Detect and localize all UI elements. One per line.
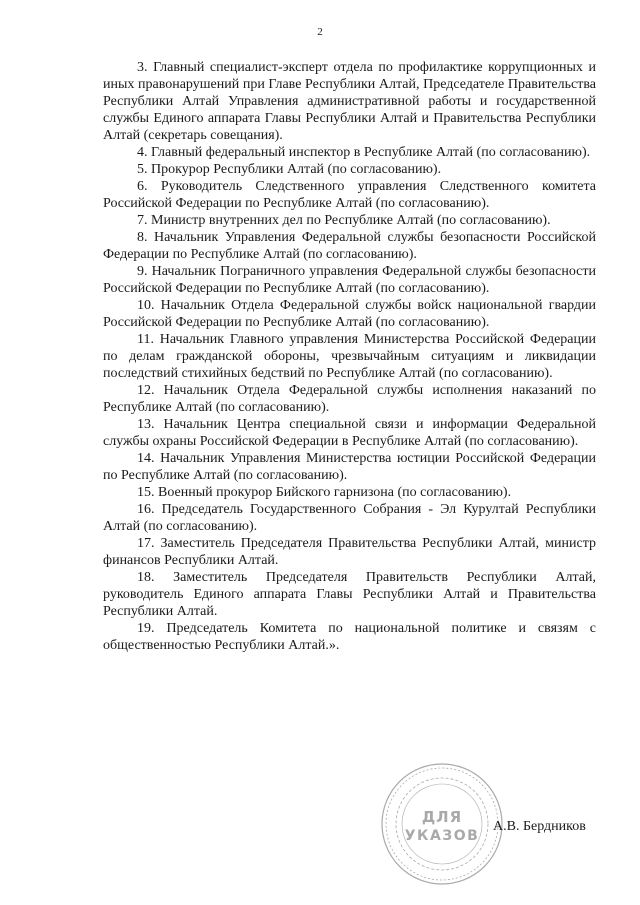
- list-item: 11. Начальник Главного управления Министерства Российской Федерации по делам гражданской обороны, чрезвычайным ситуациям и ликвидации последствий стихийных бедствий по Республике Алтай (по согласованию).: [103, 332, 596, 381]
- stamp-seal-icon: [380, 762, 504, 886]
- list-item: 19. Председатель Комитета по национальной политике и связям с общественностью Республики Алтай.».: [103, 621, 596, 653]
- document-body: [103, 59, 596, 654]
- stamp-line-1: ДЛЯ: [421, 808, 463, 826]
- list-item: 15. Военный прокурор Бийского гарнизона (по согласованию).: [137, 485, 512, 500]
- list-item: 16. Председатель Государственного Собрания - Эл Курултай Республики Алтай (по согласованию).: [103, 502, 596, 534]
- list-item: 9. Начальник Пограничного управления Федеральной службы безопасности Российской Федерации по Республике Алтай (по согласованию).: [103, 264, 596, 296]
- list-item: 6. Руководитель Следственного управления Следственного комитета Российской Федерации по Республике Алтай (по согласованию).: [103, 179, 596, 211]
- page-number: 2: [317, 26, 323, 38]
- list-item: 10. Начальник Отдела Федеральной службы войск национальной гвардии Российской Федерации по Республике Алтай (по согласованию).: [103, 298, 596, 330]
- list-item: 4. Главный федеральный инспектор в Республике Алтай (по согласованию).: [137, 145, 591, 160]
- list-item: 13. Начальник Центра специальной связи и информации Федеральной службы охраны Российской Федерации в Республике Алтай (по согласованию).: [103, 417, 596, 449]
- list-item: 18. Заместитель Председателя Правительств Республики Алтай, руководитель Единого аппарата Главы Республики Алтай и Правительства Республики Алтай.: [103, 570, 596, 619]
- list-item: 7. Министр внутренних дел по Республике Алтай (по согласованию).: [137, 213, 551, 228]
- stamp-line-2: УКАЗОВ: [404, 828, 480, 844]
- list-item: 14. Начальник Управления Министерства юстиции Российской Федерации по Республике Алтай (по согласованию).: [103, 451, 596, 483]
- list-item: 12. Начальник Отдела Федеральной службы исполнения наказаний по Республике Алтай (по согласованию).: [103, 383, 596, 415]
- list-item: 5. Прокурор Республики Алтай (по согласованию).: [137, 162, 442, 177]
- list-item: 17. Заместитель Председателя Правительства Республики Алтай, министр финансов Республики Алтай.: [103, 536, 596, 568]
- list-item: 3. Главный специалист-эксперт отдела по профилактике коррупционных и иных правонарушений при Главе Республики Алтай, Председателе Правительства Республики Алтай Управления административной работы и государственной службы Единого аппарата Главы Республики Алтай и Правительства Республики Алтай (секретарь совещания).: [103, 60, 596, 143]
- signature-name: А.В. Бердников: [493, 819, 586, 834]
- list-item: 8. Начальник Управления Федеральной службы безопасности Российской Федерации по Республике Алтай (по согласованию).: [103, 230, 596, 262]
